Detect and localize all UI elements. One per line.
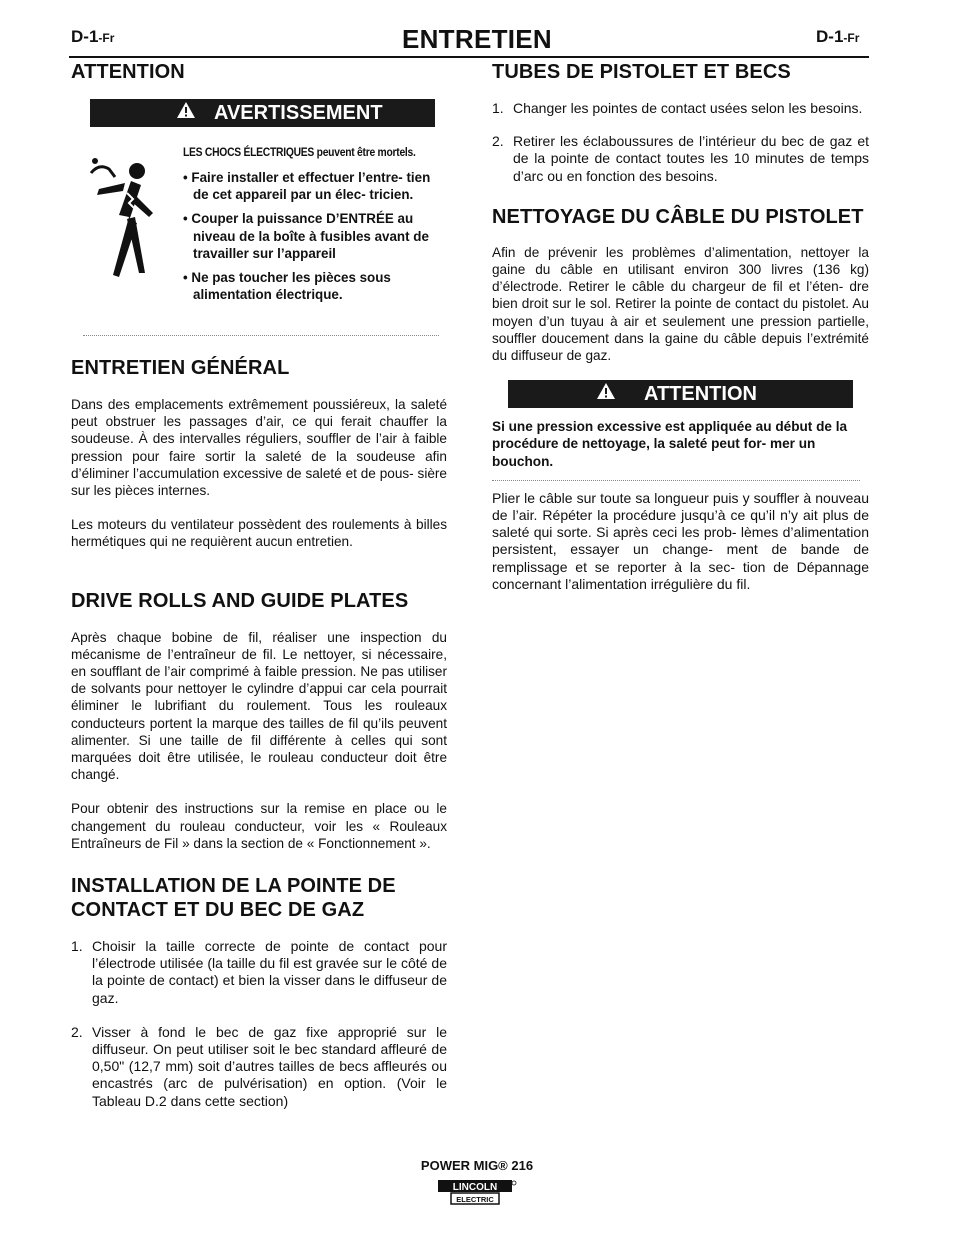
list-item: • Faire installer et effectuer l’entre- tien de cet appareil par un élec- tricien. [183, 170, 431, 203]
list-item: 1. Changer les pointes de contact usées selon les besoins. [492, 100, 863, 116]
shock-warning-heading: LES CHOCS ÉLECTRIQUES peuvent être mortels. [183, 145, 416, 159]
svg-text:ELECTRIC: ELECTRIC [456, 1195, 494, 1204]
tubes-heading: TUBES DE PISTOLET ET BECS [492, 61, 791, 83]
shock-warning-list [183, 169, 441, 310]
drive-rolls-heading: DRIVE ROLLS AND GUIDE PLATES [71, 589, 409, 612]
page-number-left: D-1-Fr [71, 27, 115, 46]
shock-warning [71, 127, 447, 335]
list-item: • Ne pas toucher les pièces sous alimentation électrique. [183, 270, 391, 303]
drive-paragraph-2: Pour obtenir des instructions sur la remise en place ou le changement du rouleau conducteur, voir les « Rouleaux Entraîneurs de Fil » dans la section de « Fonctionnement ». [71, 801, 447, 851]
install-heading: INSTALLATION DE LA POINTE DE CONTACT ET DU BEC DE GAZ [71, 875, 396, 922]
divider [83, 335, 439, 336]
electric-shock-icon [79, 155, 159, 279]
cable-cleaning-heading: NETTOYAGE DU CÂBLE DU PISTOLET [492, 205, 864, 228]
attention-text: Si une pression excessive est appliquée au début de la procédure de nettoyage, la saleté peut for- mer un bouchon. [492, 419, 848, 469]
page-number-right: D-1-Fr [816, 27, 860, 46]
page-title: ENTRETIEN [401, 24, 553, 54]
drive-paragraph-1: Après chaque bobine de fil, réaliser une inspection du mécanisme de l’entraîneur de fil. Le nettoyer, si nécessaire, en soufflant de l’air comprimé à faible pression. Ne pas utiliser de solvants pour nettoyer le cylindre d’appui car cela pourrait éliminer le lubrifiant du roulement. Tous les rouleaux conducteurs portent la marque des tailles de fil qu’ils peuvent alimenter. Si une taille de fil différente à celles qui sont marquées doit être utilisée, le rouleau conducteur doit être changé. [71, 629, 447, 783]
general-paragraph-2: Les moteurs du ventilateur possèdent des roulements à billes hermétiques qui ne requièrent aucun entretien. [71, 517, 447, 550]
cable-paragraph-2: Plier le câble sur toute sa longueur puis y souffler à nouveau de l’air. Répéter la procédure jusqu’à ce qu’il n’y ait plus de saleté qui sorte. Si après ceci les prob- lèmes d’alimentation persistent, essayer un change- ment de bande de remplissage et se reporter à la sec- tion de Dépannage concernant l’alimentation irrégulière du fil. [492, 489, 869, 592]
divider [492, 480, 860, 481]
left-column [71, 60, 447, 1110]
product-model: POWER MIG® 216 [420, 1158, 534, 1173]
install-steps [71, 938, 447, 1110]
list-item: 2. Visser à fond le bec de gaz fixe approprié sur le diffuseur. On peut utiliser soit le bec standard affleuré de 0,50" (12,7 mm) soit d’autres tailles de becs affleurés ou encastrés (arc de pulvérisation) en option. (Voir le Tableau D.2 dans cette section) [71, 1023, 447, 1109]
right-column [492, 60, 869, 593]
tubes-steps [492, 100, 869, 185]
attention-heading: ATTENTION [71, 61, 185, 83]
warning-triangle-icon [596, 382, 616, 406]
warning-bar [90, 99, 435, 127]
general-paragraph-1: Dans des emplacements extrêmement poussiéreux, la saleté peut obstruer les passages d’air, ce qui ferait chauffer la soudeuse. À des intervalles réguliers, souffler de l’air à faible pression pour faire sortir la saleté de la soudeuse afin d’éliminer l’accumulation excessive de saleté et de pous- sière sur les pièces internes. [71, 397, 447, 499]
header-rule [69, 56, 869, 58]
list-item: 1. Choisir la taille correcte de pointe de contact pour l’électrode utilisée (la taille du fil est gravée sur le côté de la pointe de contact) et bien la visser dans le diffuseur de gaz. [71, 938, 447, 1006]
cable-paragraph-1: Afin de prévenir les problèmes d’alimentation, nettoyer la gaine du câble en utilisant environ 300 livres (136 kg) d’électrode. Retirer le câble du chargeur de fil et l’éten- dre bien droit sur le sol. Retirer la pointe de contact du pistolet. Au moyen d’un tuyau à air et seulement une pression partielle, souffler doucement dans la gaine du câble depuis l’extrémité du diffuseur de gaz. [492, 244, 869, 364]
list-item: • Couper la puissance D’ENTRÉE au niveau de la boîte à fusibles avant de travailler sur l’appareil [183, 211, 429, 261]
general-maintenance-heading: ENTRETIEN GÉNÉRAL [71, 357, 290, 379]
svg-text:LINCOLN: LINCOLN [452, 1182, 498, 1193]
lincoln-electric-logo [437, 1179, 517, 1207]
warning-triangle-icon [176, 101, 196, 125]
warning-label: AVERTISSEMENT [214, 101, 383, 124]
list-item: 2. Retirer les éclaboussures de l’intérieur du bec de gaz et de la pointe de contact toutes les 10 minutes de temps d’arc ou en fonction des besoins. [492, 133, 869, 184]
attention-bar [508, 380, 853, 408]
attention-label: ATTENTION [644, 382, 757, 405]
